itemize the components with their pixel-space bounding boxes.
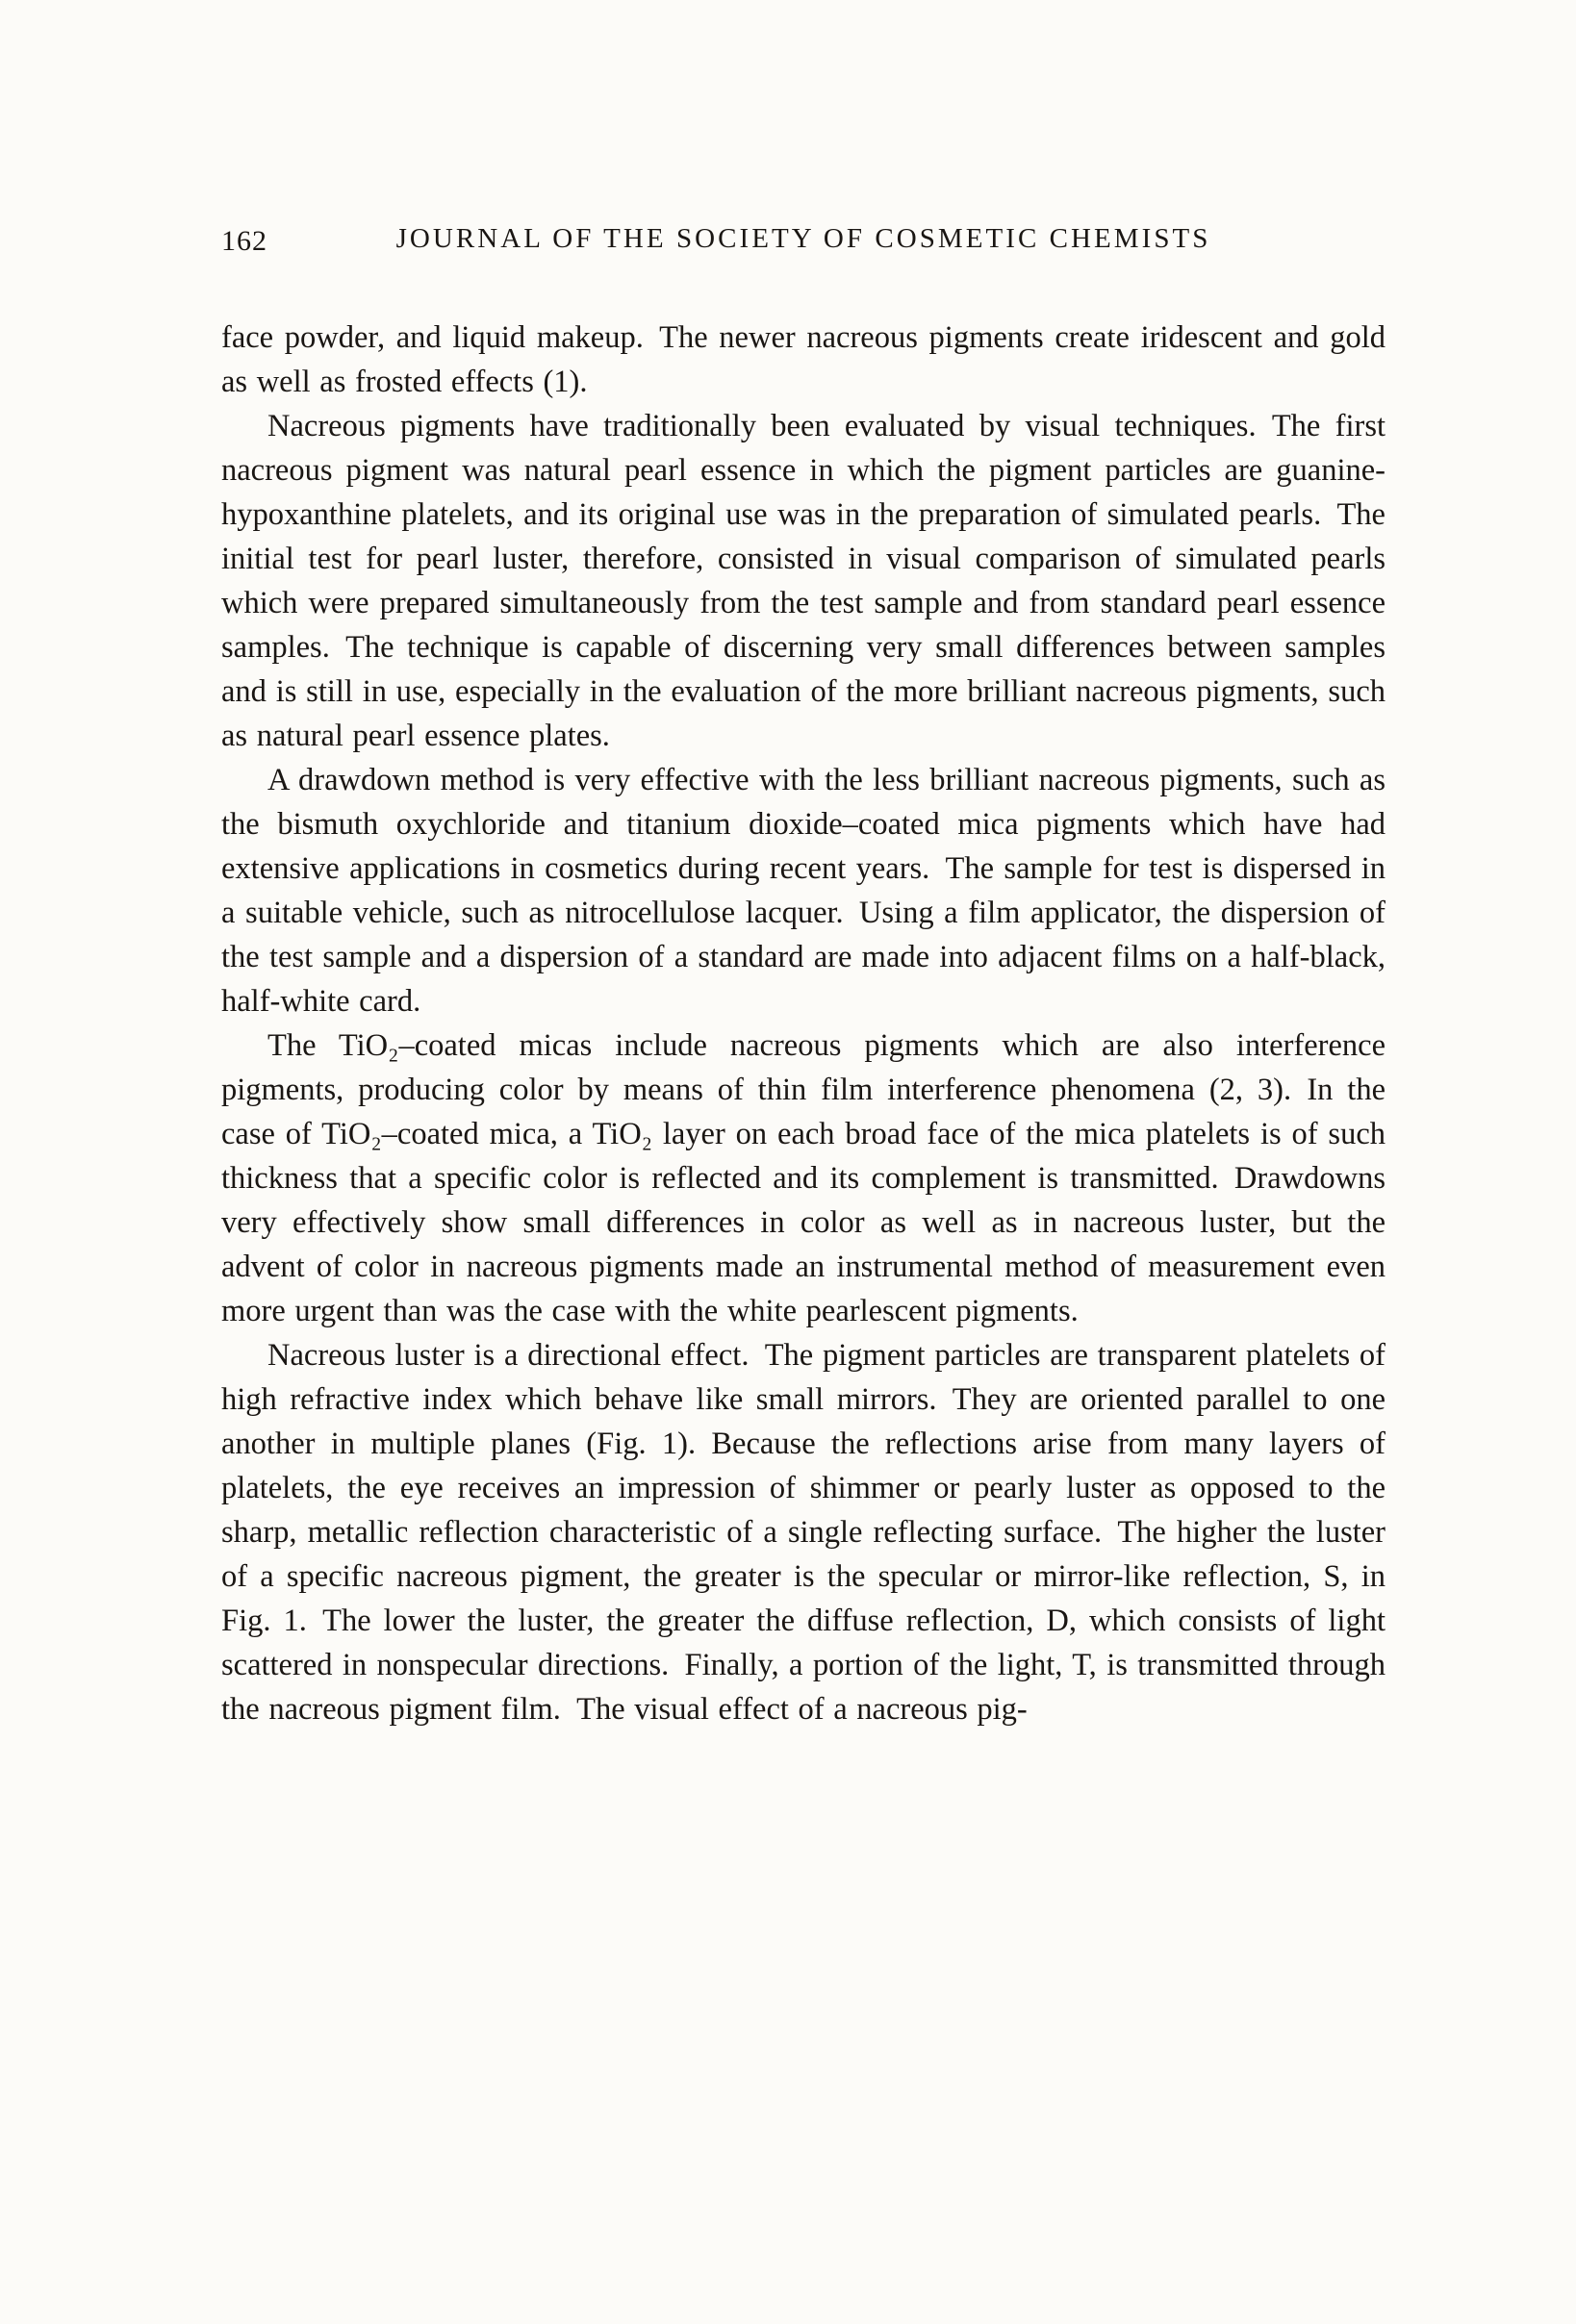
page-header: [221, 223, 1385, 264]
paragraph-visual-evaluation: Nacreous pigments have traditionally been evaluated by visual techniques. The first nacreous pigment was natural pearl essence in which the pigment particles are guanine-hypoxanthine platelets, and its original use was in the preparation of simulated pearls. The initial test for pearl luster, therefore, consisted in visual comparison of simulated pearls which were prepared simultaneously from the test sample and from standard pearl essence samples. The technique is capable of discerning very small differences between samples and is still in use, especially in the evaluation of the more brilliant nacreous pigments, such as natural pearl essence plates.: [221, 409, 1385, 753]
paragraph-drawdown-method: A drawdown method is very effective with the less brilliant nacreous pigments, such as the bismuth oxychloride and titanium dioxide–coated mica pigments which have had extensive applications in cosmetics during recent years. The sample for test is dispersed in a suitable vehicle, such as nitrocellulose lacquer. Using a film applicator, the dispersion of the test sample and a dispersion of a standard are made into adjacent films on a half-black, half-white card.: [221, 763, 1385, 1019]
paragraph-tio2-coated-micas: The TiO₂–coated micas include nacreous pigments which are also interference pigments, producing color by means of thin film interference phenomena (2, 3). In the case of TiO₂–coated mica, a TiO₂ layer on each broad face of the mica platelets is of such thickness that a specific color is reflected and its complement is transmitted. Drawdowns very effectively show small differences in color as well as in nacreous luster, but the advent of color in nacreous pigments made an instrumental method of measurement even more urgent than was the case with the white pearlescent pigments.: [221, 1028, 1385, 1328]
paragraph-nacreous-luster: Nacreous luster is a directional effect. The pigment particles are transparent platelets of high refractive index which behave like small mirrors. They are oriented parallel to one another in multiple planes (Fig. 1). Because the reflections arise from many layers of platelets, the eye receives an impression of shimmer or pearly luster as opposed to the sharp, metallic reflection characteristic of a single reflecting surface. The higher the luster of a specific nacreous pigment, the greater is the specular or mirror-like reflection, S, in Fig. 1. The lower the luster, the greater the diffuse reflection, D, which consists of light scattered in nonspecular directions. Finally, a portion of the light, T, is transmitted through the nacreous pigment film. The visual effect of a nacreous pig-: [221, 1338, 1385, 1727]
paragraph-continuation: face powder, and liquid makeup. The newer nacreous pigments create iridescent and gold as well as frosted effects (1).: [221, 320, 1385, 399]
journal-title: JOURNAL OF THE SOCIETY OF COSMETIC CHEMISTS: [395, 223, 1211, 254]
page-number: 162: [221, 225, 267, 257]
article-body: [221, 316, 1385, 1731]
